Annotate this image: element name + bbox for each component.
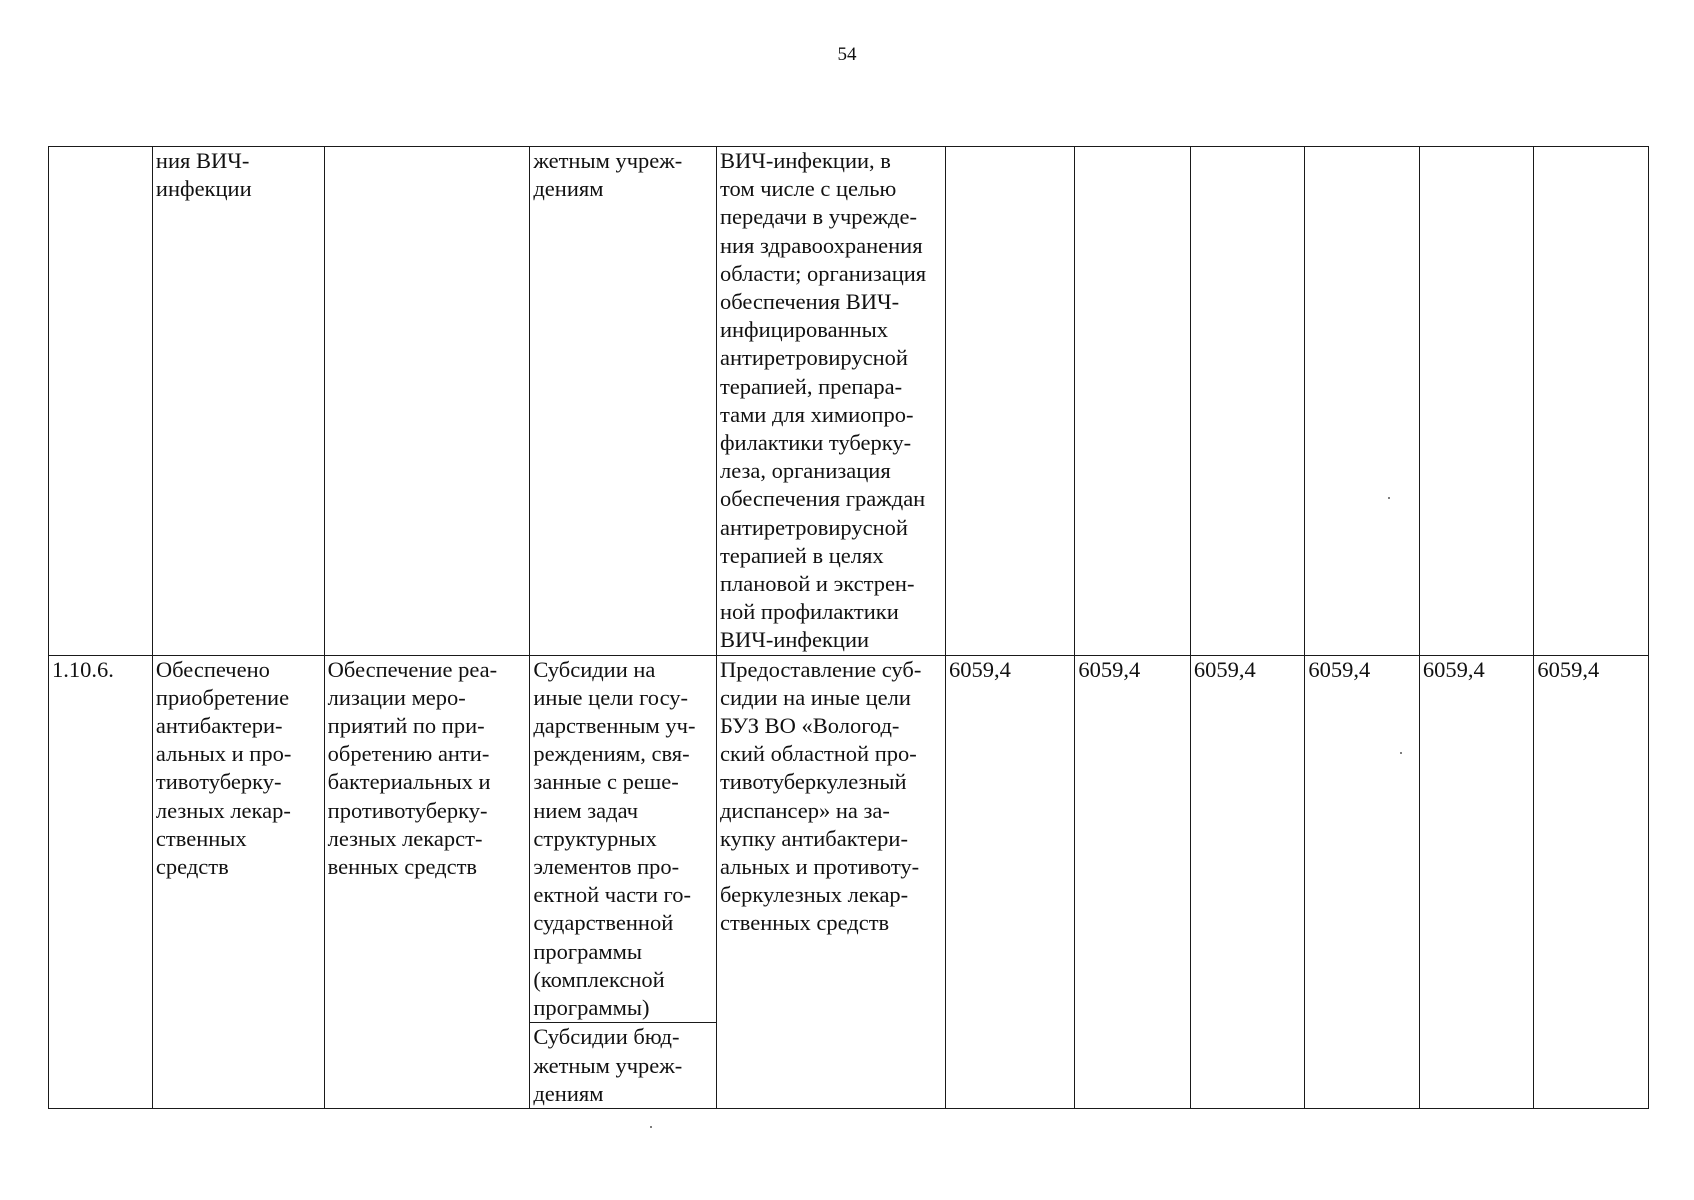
cell-text-line: ектной части го- xyxy=(533,882,691,908)
cell-text-line: ственных средств xyxy=(719,910,890,936)
scan-speck xyxy=(1400,752,1402,754)
cell-value-2 xyxy=(1075,147,1191,656)
cell-value-4 xyxy=(1305,147,1420,656)
cell-text-line: бактериальных и xyxy=(327,769,491,795)
cell-text-line: ственных xyxy=(155,825,247,851)
cell-code xyxy=(49,147,153,656)
scan-speck xyxy=(1388,497,1390,499)
cell-text-line: приобретение xyxy=(155,684,290,710)
cell-text-line: тами для химиопро- xyxy=(719,401,914,427)
cell-text-line: обеспечения ВИЧ- xyxy=(719,289,900,315)
cell-text-line: дениям xyxy=(533,1080,604,1106)
cell-text-line: инфицированных xyxy=(719,317,889,343)
cell-text-line: лизации меро- xyxy=(327,684,466,710)
cell-value-2: 6059,4 xyxy=(1075,655,1191,1108)
cell-text-line: дениям xyxy=(533,176,604,202)
cell-text-line: Субсидии бюд- xyxy=(533,1024,680,1050)
cell-text-line: терапией в целях xyxy=(719,542,884,568)
cell-text-line: области; организация xyxy=(719,260,927,286)
cell-value-5: 6059,4 xyxy=(1419,655,1534,1108)
fund-type-split xyxy=(530,656,716,1108)
cell-text-line: обеспечения граждан xyxy=(719,486,926,512)
cell-measure xyxy=(324,655,530,1108)
cell-fund-type xyxy=(530,147,717,656)
cell-value-3: 6059,4 xyxy=(1190,655,1305,1108)
cell-text-line: приятий по при- xyxy=(327,713,485,739)
cell-text-line: ния здравоохранения xyxy=(719,232,923,258)
cell-text-line: сидии на иные цели xyxy=(719,684,911,710)
cell-text-line: (комплексной xyxy=(533,966,665,992)
cell-text-line: обретению анти- xyxy=(327,741,490,767)
cell-text-line: тивотуберку- xyxy=(155,769,282,795)
cell-text-line: венных средств xyxy=(327,854,478,880)
cell-text-line: леза, организация xyxy=(719,458,891,484)
cell-value-6: 6059,4 xyxy=(1534,655,1649,1108)
cell-text-line: беркулезных лекар- xyxy=(719,882,909,908)
cell-result xyxy=(152,147,324,656)
table-row-continuation xyxy=(49,147,1649,656)
program-table xyxy=(48,146,1649,1109)
cell-text-line: средств xyxy=(155,854,229,880)
cell-text-line: БУЗ ВО «Вологод- xyxy=(719,713,900,739)
cell-text-line: инфекции xyxy=(155,176,252,202)
cell-text-line: программы xyxy=(533,938,642,964)
cell-text-line: филактики туберку- xyxy=(719,430,912,456)
cell-code: 1.10.6. xyxy=(49,655,153,1108)
cell-text-line: передачи в учрежде- xyxy=(719,204,917,230)
cell-measure xyxy=(324,147,530,656)
cell-text-line: лезных лекарст- xyxy=(327,825,483,851)
fund-type-2 xyxy=(530,1023,716,1108)
cell-text-line: терапией, препара- xyxy=(719,373,903,399)
cell-value-3 xyxy=(1190,147,1305,656)
scan-speck xyxy=(650,1126,652,1128)
cell-text-line: антиретровирусной xyxy=(719,514,908,540)
cell-value-4: 6059,4 xyxy=(1305,655,1420,1108)
cell-text-line: жетным учреж- xyxy=(533,1052,683,1078)
table-row-1-10-6 xyxy=(49,655,1649,1108)
cell-text-line: ВИЧ-инфекции, в xyxy=(719,148,891,173)
cell-value-6 xyxy=(1534,147,1649,656)
cell-text-line: нием задач xyxy=(533,797,639,823)
cell-text-line: жетным учреж- xyxy=(533,148,683,173)
cell-text-line: альных и противоту- xyxy=(719,854,920,880)
cell-text-line: ский областной про- xyxy=(719,741,917,767)
cell-text-line: том числе с целью xyxy=(719,176,897,202)
cell-value-1: 6059,4 xyxy=(945,655,1074,1108)
page-number: 54 xyxy=(837,44,857,65)
cell-direction xyxy=(716,147,945,656)
cell-text-line: Обеспечение реа- xyxy=(327,656,498,682)
cell-text-line: программы) xyxy=(533,995,650,1021)
cell-text-line: антиретровирусной xyxy=(719,345,908,371)
cell-text-line: элементов про- xyxy=(533,854,680,880)
cell-text-line: лезных лекар- xyxy=(155,797,291,823)
cell-text-line: купку антибактери- xyxy=(719,825,908,851)
cell-fund-type xyxy=(530,655,717,1108)
cell-text-line: реждениям, свя- xyxy=(533,741,690,767)
cell-text-line: антибактери- xyxy=(155,713,283,739)
cell-text-line: Предоставление суб- xyxy=(719,656,922,682)
cell-text-line: ной профилактики xyxy=(719,599,899,625)
cell-text-line: Обеспечено xyxy=(155,656,270,682)
cell-text-line: диспансер» на за- xyxy=(719,797,890,823)
cell-result xyxy=(152,655,324,1108)
cell-text-line: плановой и экстрен- xyxy=(719,571,915,597)
cell-text-line: тивотуберкулезный xyxy=(719,769,907,795)
fund-type-1 xyxy=(530,656,716,1023)
cell-direction xyxy=(716,655,945,1108)
cell-text-line: иные цели госу- xyxy=(533,684,689,710)
cell-text-line: дарственным уч- xyxy=(533,713,696,739)
cell-value-1 xyxy=(945,147,1074,656)
cell-value-5 xyxy=(1419,147,1534,656)
cell-text-line: Субсидии на xyxy=(533,656,656,682)
cell-text-line: ния ВИЧ- xyxy=(155,148,250,173)
cell-text-line: структурных xyxy=(533,825,657,851)
cell-text-line: альных и про- xyxy=(155,741,292,767)
cell-text-line: занные с реше- xyxy=(533,769,679,795)
cell-text-line: противотуберку- xyxy=(327,797,488,823)
cell-text-line: ВИЧ-инфекции xyxy=(719,627,870,653)
cell-text-line: сударственной xyxy=(533,910,674,936)
